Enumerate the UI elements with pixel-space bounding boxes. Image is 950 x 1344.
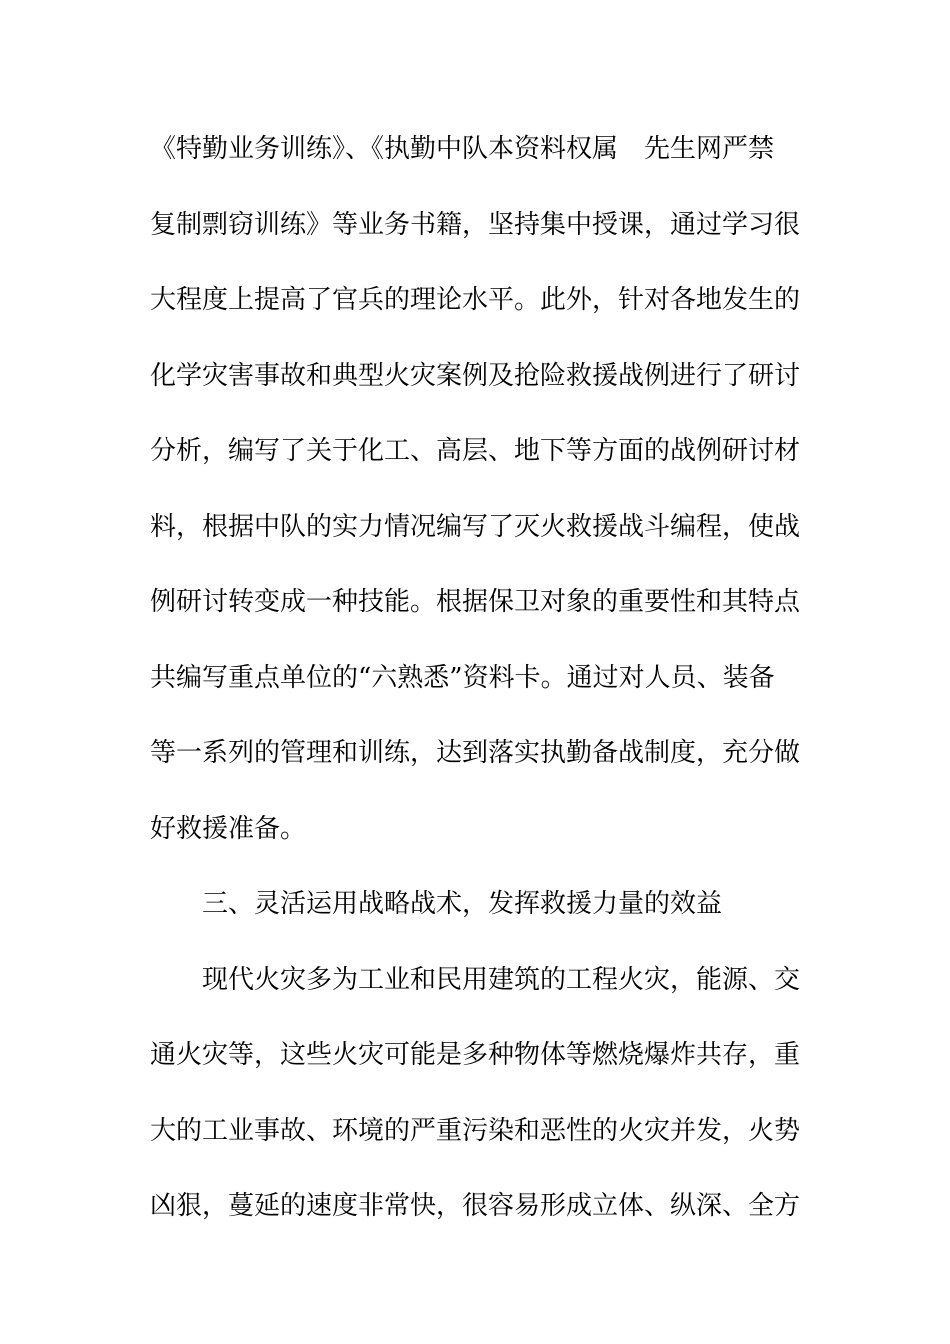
text-line: 共编写重点单位的“六熟悉”资料卡。通过对人员、装备: [150, 662, 775, 693]
text-line: 大的工业事故、环境的严重污染和恶性的火灾并发，火势: [150, 1115, 800, 1146]
text-line: 复制剽窃训练》等业务书籍，坚持集中授课，通过学习很: [150, 209, 800, 240]
text-line: 化学灾害事故和典型火灾案例及抢险救援战例进行了研讨: [150, 360, 800, 391]
text-line: 等一系列的管理和训练，达到落实执勤备战制度，充分做: [150, 738, 800, 768]
text-line: 分析，编写了关于化工、高层、地下等方面的战例研讨材: [150, 436, 800, 466]
text-line: 《特勤业务训练》、《执勤中队本资料权属 先生网严禁: [150, 134, 775, 164]
text-line: 例研讨转变成一种技能。根据保卫对象的重要性和其特点: [150, 587, 800, 617]
text-line: 好救援准备。: [150, 813, 307, 844]
section-heading: 三、灵活运用战略战术，发挥救援力量的效益: [202, 889, 723, 919]
text-line: 通火灾等，这些火灾可能是多种物体等燃烧爆炸共存，重: [150, 1040, 800, 1070]
document-body: [150, 112, 800, 1245]
text-line: 大程度上提高了官兵的理论水平。此外，针对各地发生的: [150, 285, 800, 315]
text-line: 现代火灾多为工业和民用建筑的工程火灾，能源、交: [202, 964, 800, 995]
text-line: 料，根据中队的实力情况编写了灭火救援战斗编程，使战: [150, 511, 800, 542]
text-line: 凶狠，蔓延的速度非常快，很容易形成立体、纵深、全方: [150, 1191, 800, 1221]
